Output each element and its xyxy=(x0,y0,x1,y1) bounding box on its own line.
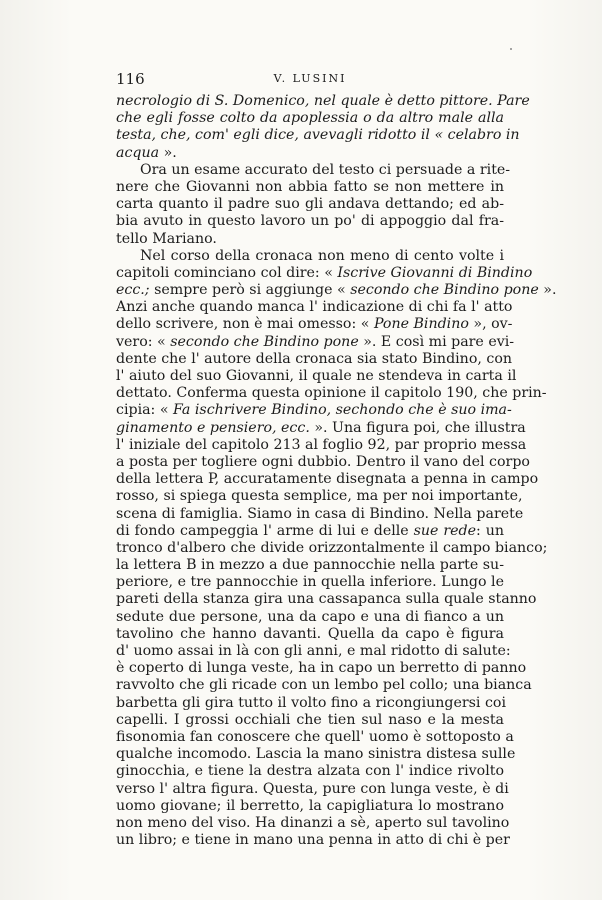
text-run: carta quanto il padre suo gli andava dettando; ed ab- xyxy=(116,196,504,213)
text-run: barbetta gli gira tutto il volto fino a ricongiungersi coi xyxy=(116,694,507,711)
text-run: bia avuto in questo lavoro un po' di appoggio dal fra- xyxy=(116,213,504,230)
text-line xyxy=(116,505,524,523)
text-run: di fondo campeggia l' arme di lui e delle xyxy=(116,522,414,539)
text-line xyxy=(116,591,537,608)
text-run: dettato. Conferma questa opinione il capitolo 190, che prin- xyxy=(116,385,547,402)
text-line xyxy=(116,677,532,694)
italic-run: Fa ischrivere Bindino, sechondo che è suo ima- xyxy=(173,402,512,419)
body-text xyxy=(116,93,557,849)
text-line xyxy=(116,231,504,248)
text-run: non meno del viso. Ha dinanzi a sè, aperto sul tavolino xyxy=(116,814,510,831)
text-run: ravvolto che gli ricade con un lembo pel collo; una bianca xyxy=(116,677,532,694)
text-line xyxy=(116,333,515,351)
text-line xyxy=(116,179,504,196)
text-line xyxy=(116,213,504,230)
text-line xyxy=(116,110,504,127)
text-line xyxy=(116,161,511,179)
text-run: Nel corso della cronaca non meno di cento volte i xyxy=(140,247,504,264)
text-run: vero: « xyxy=(116,333,171,350)
text-line xyxy=(116,763,504,780)
text-run: tronco d'albero che divide orizzontalmente il campo bianco; xyxy=(116,539,548,556)
text-line xyxy=(116,798,504,815)
text-run: ». xyxy=(538,282,557,299)
text-line xyxy=(116,557,504,574)
text-run: capelli. I grossi occhiali che tien sul naso e la mesta xyxy=(116,711,504,728)
text-line xyxy=(116,196,504,213)
text-run: Anzi anche quando manca l' indicazione di chi fa l' atto xyxy=(116,299,513,316)
text-run: la lettera B in mezzo a due pannocchie nella parte su- xyxy=(116,557,504,574)
text-line xyxy=(116,728,514,746)
italic-run: Iscrive Giovanni di Bindino xyxy=(337,264,533,281)
text-run: l' iniziale del capitolo 213 al foglio 92, par proprio messa xyxy=(116,436,527,453)
text-line xyxy=(116,264,533,282)
page-header xyxy=(116,70,504,90)
text-run: è coperto di lunga veste, ha in capo un berretto di panno xyxy=(116,660,527,677)
text-run: ». E così mi pare evi- xyxy=(358,333,515,350)
text-line xyxy=(116,694,507,712)
italic-run: secondo che Bindino pone xyxy=(350,282,539,299)
text-run: tavolino che hanno davanti. Quella da capo è figura xyxy=(116,625,504,642)
text-line xyxy=(116,574,504,591)
text-run: qualche incomodo. Lascia la mano sinistra distesa sulle xyxy=(116,746,516,763)
text-line xyxy=(116,471,539,488)
text-run: capitoli cominciano col dire: « xyxy=(116,264,338,281)
text-run: della lettera P, accuratamente disegnata a penna in campo xyxy=(116,471,539,488)
text-line xyxy=(116,712,504,729)
text-run: ». Una figura poi, che illustra xyxy=(309,419,526,436)
text-run: un libro; e tiene in mano una penna in atto di chi è per xyxy=(116,832,510,849)
text-line xyxy=(116,248,504,265)
text-line xyxy=(116,643,511,660)
text-run: : un xyxy=(476,522,504,539)
text-line xyxy=(116,145,504,162)
italic-run: sue rede xyxy=(413,522,477,539)
text-line xyxy=(116,350,513,368)
text-run: Ora un esame accurato del testo ci persuade a rite- xyxy=(140,161,511,178)
text-run: a posta per togliere ogni dubbio. Dentro il vano del corpo xyxy=(116,453,530,470)
text-run: rosso, si spiega questa semplice, ma per noi importante, xyxy=(116,488,523,505)
text-run: dello scrivere, non è mai omesso: « xyxy=(116,316,374,333)
paper-speck xyxy=(510,48,512,50)
running-head: V. LUSINI xyxy=(273,72,347,85)
text-run: ». xyxy=(163,144,177,161)
text-run: dente che l' autore della cronaca sia stato Bindino, con xyxy=(116,350,513,367)
text-line xyxy=(116,368,517,385)
text-line xyxy=(116,385,547,402)
text-line xyxy=(116,282,557,299)
text-run: cipia: « xyxy=(116,402,174,419)
text-line xyxy=(116,780,509,798)
text-run: pareti della stanza gira una cassapanca sulla quale stanno xyxy=(116,591,537,608)
italic-run: Pone Bindino xyxy=(373,316,469,333)
text-line xyxy=(116,832,510,849)
italic-run: acqua xyxy=(116,144,164,161)
text-run: nere che Giovanni non abbia fatto se non mettere in xyxy=(116,178,504,195)
text-line xyxy=(116,436,527,454)
text-line xyxy=(116,127,520,144)
text-line xyxy=(116,609,504,626)
text-run: scena di famiglia. Siamo in casa di Bindino. Nella parete xyxy=(116,505,524,522)
text-run: verso l' altra figura. Questa, pure con lunga veste, è di xyxy=(116,780,509,797)
text-run: tello Mariano. xyxy=(116,230,217,247)
text-line xyxy=(116,660,527,677)
text-run: ginocchia, e tiene la destra alzata con l' indice rivolto xyxy=(116,763,504,780)
italic-run: necrologio di S. Domenico, nel quale è detto pittore. Pare xyxy=(116,93,530,109)
text-run: fisonomia fan conoscere che quell' uomo è sottoposto a xyxy=(116,728,514,745)
italic-run: secondo che Bindino pone xyxy=(170,333,359,350)
text-line xyxy=(116,299,513,316)
italic-run: ginamento e pensiero, ecc. xyxy=(116,419,310,436)
text-line xyxy=(116,814,510,832)
text-line xyxy=(116,523,504,540)
text-line xyxy=(116,453,530,471)
text-run: d' uomo assai in là con gli anni, e mal ridotto di salute: xyxy=(116,643,511,659)
text-run: », ov- xyxy=(468,316,513,333)
text-run: sempre però si aggiunge « xyxy=(149,282,351,299)
text-run: sedute due persone, una da capo e una di fianco a un xyxy=(116,608,504,625)
italic-run: che egli fosse colto da apoplessia o da altro male alla xyxy=(116,110,504,127)
text-line xyxy=(116,316,513,333)
text-run: periore, e tre pannocchie in quella inferiore. Lungo le xyxy=(116,574,504,591)
text-line xyxy=(116,488,523,505)
text-line xyxy=(116,402,512,419)
italic-run: testa, che, com' egli dice, avevagli ridotto il « celabro in xyxy=(116,127,520,144)
text-line xyxy=(116,539,548,557)
text-line xyxy=(116,93,530,110)
text-run: l' aiuto del suo Giovanni, il quale ne stendeva in carta il xyxy=(116,368,517,384)
text-run: uomo giovane; il berretto, la capigliatura lo mostrano xyxy=(116,797,504,814)
italic-run: ecc.; xyxy=(116,282,150,299)
text-line xyxy=(116,419,526,437)
text-line xyxy=(116,746,516,763)
page-number: 116 xyxy=(116,70,145,88)
text-line xyxy=(116,626,504,643)
